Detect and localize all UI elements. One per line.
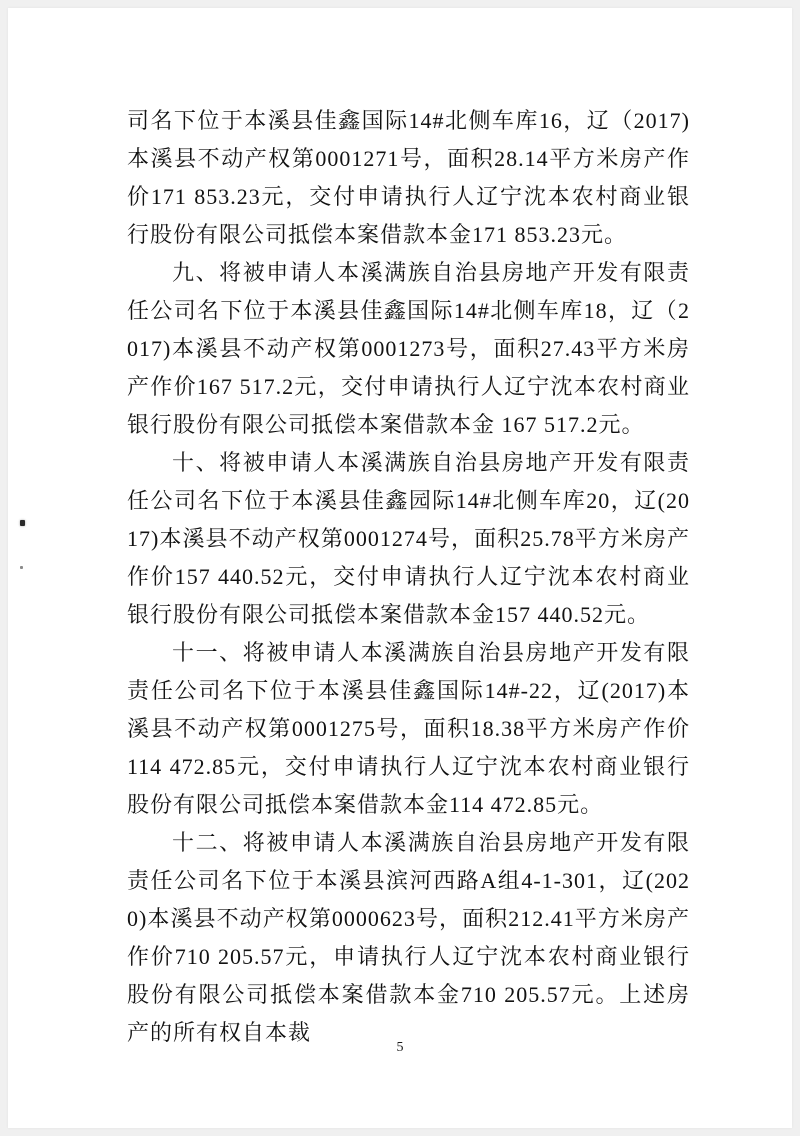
document-page (8, 8, 792, 1128)
paragraph-item-12: 十二、将被申请人本溪满族自治县房地产开发有限责任公司名下位于本溪县滨河西路A组4-1-301，辽(2020)本溪县不动产权第0000623号，面积212.41平方米房产作价710 205.57元，申请执行人辽宁沈本农村商业银行股份有限公司抵偿本案借款本金710 205.57元。上述房产的所有权自本裁 (127, 830, 690, 1045)
paragraph-item-9: 九、将被申请人本溪满族自治县房地产开发有限责任公司名下位于本溪县佳鑫国际14#北侧车库18，辽（2017)本溪县不动产权第0001273号，面积27.43平方米房产作价167 517.2元，交付申请执行人辽宁沈本农村商业银行股份有限公司抵偿本案借款本金 167 517.2元。 (127, 260, 690, 437)
paragraph-continuation: 司名下位于本溪县佳鑫国际14#北侧车库16，辽（2017)本溪县不动产权第0001271号，面积28.14平方米房产作价171 853.23元，交付申请执行人辽宁沈本农村商业银行股份有限公司抵偿本案借款本金171 853.23元。 (127, 108, 690, 247)
ink-speck (20, 566, 23, 569)
page-number: 5 (396, 1040, 404, 1055)
document-body (127, 102, 690, 1052)
ink-speck (20, 520, 25, 526)
paragraph-item-10: 十、将被申请人本溪满族自治县房地产开发有限责任公司名下位于本溪县佳鑫园际14#北侧车库20，辽(2017)本溪县不动产权第0001274号，面积25.78平方米房产作价157 440.52元，交付申请执行人辽宁沈本农村商业银行股份有限公司抵偿本案借款本金157 440.52元。 (127, 450, 690, 627)
paragraph-item-11: 十一、将被申请人本溪满族自治县房地产开发有限责任公司名下位于本溪县佳鑫国际14#-22，辽(2017)本溪县不动产权第0001275号，面积18.38平方米房产作价114 472.85元，交付申请执行人辽宁沈本农村商业银行股份有限公司抵偿本案借款本金114 472.85元。 (127, 640, 690, 817)
